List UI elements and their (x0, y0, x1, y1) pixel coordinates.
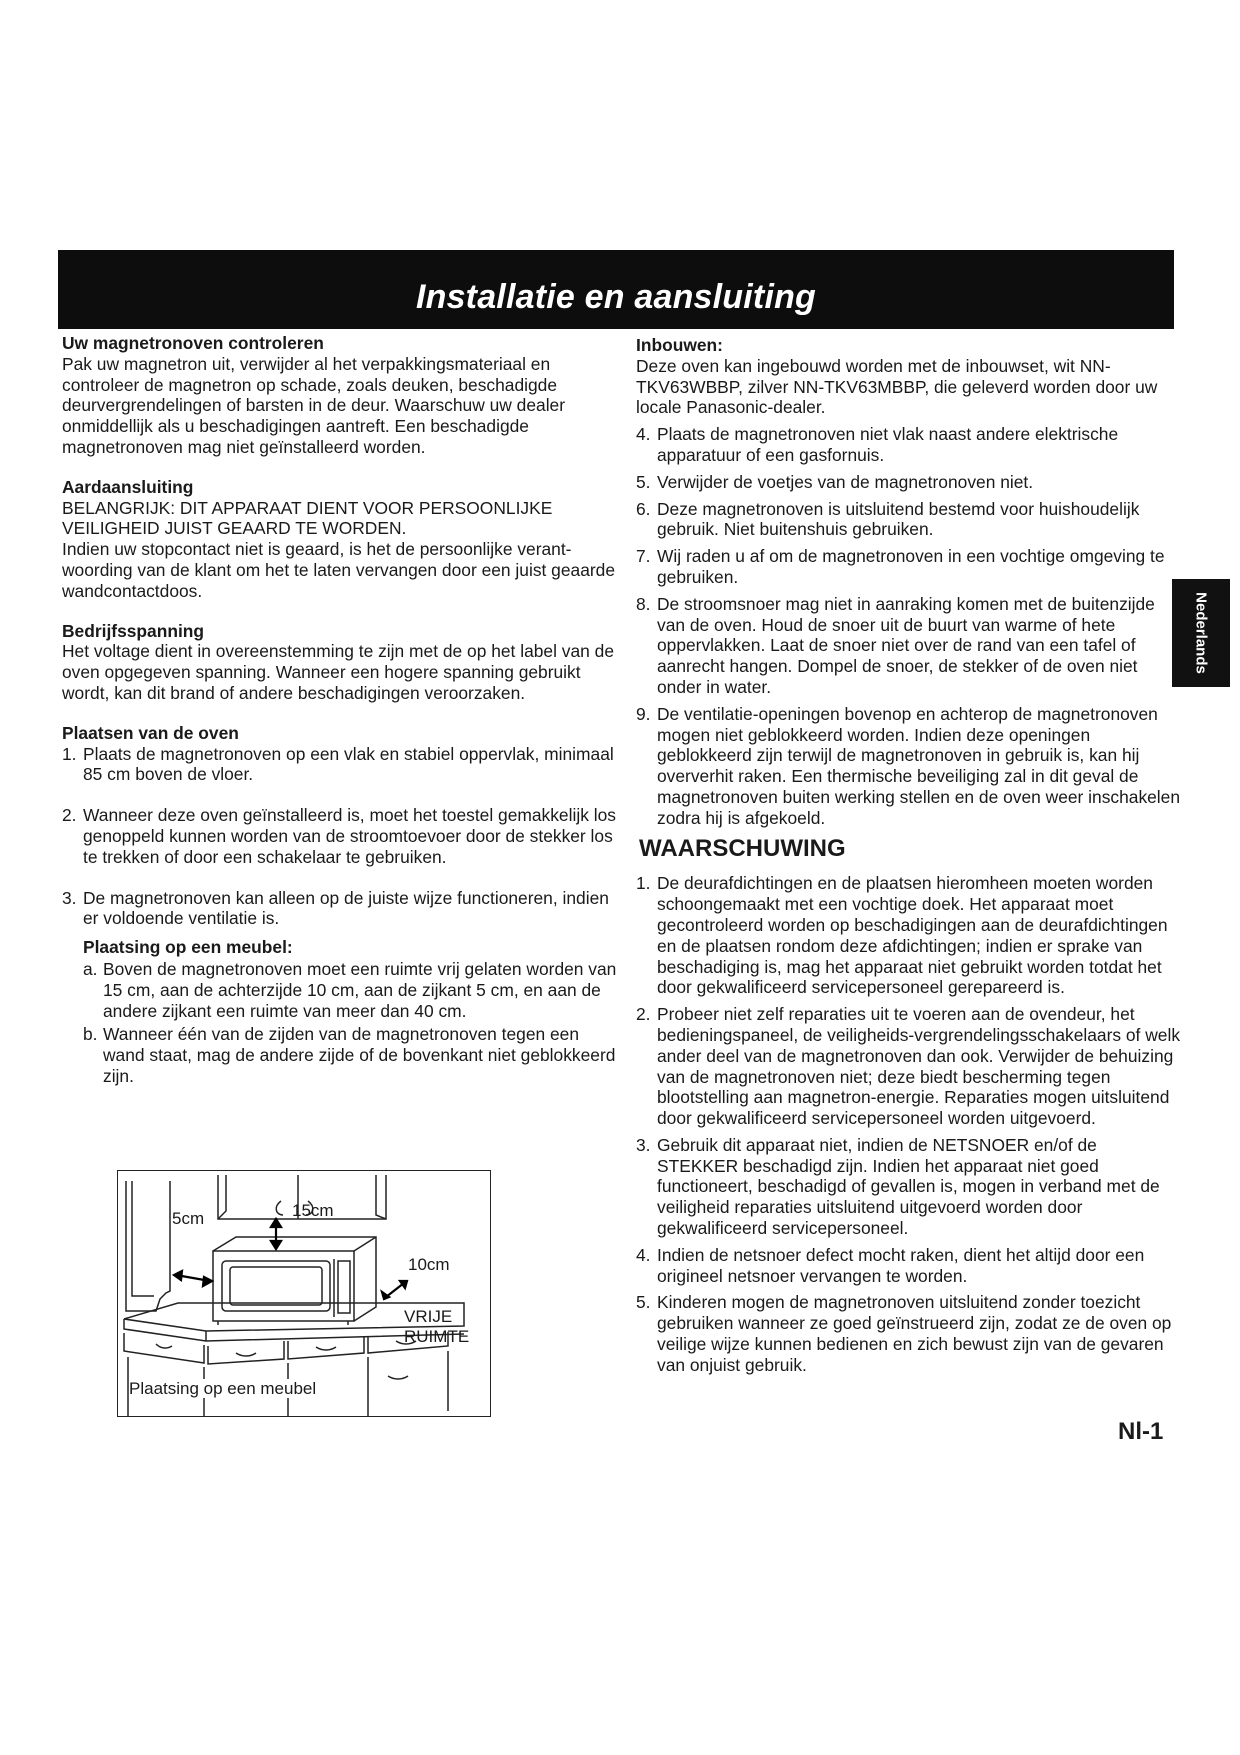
label-top-clearance: 15cm (292, 1201, 334, 1220)
item-number: 3. (636, 1134, 651, 1155)
builtin-section (636, 335, 1181, 418)
placement-heading: Plaatsen van de oven (62, 722, 239, 743)
placement-figure (117, 1170, 491, 1417)
install-list (636, 424, 1181, 828)
item-text: Wij raden u af om de magnetronoven in een vochtige omgeving te gebruiken. (657, 546, 1165, 587)
list-item (636, 499, 1181, 541)
furniture-list (83, 959, 622, 1087)
list-item (83, 959, 622, 1021)
label-free-space-2: RUIMTE (404, 1327, 470, 1346)
item-number: 5. (636, 1292, 651, 1313)
list-item (636, 594, 1181, 698)
builtin-text: Deze oven kan ingebouwd worden met de inbouwset, wit NN-TKV63WBBP, zilver NN-TKV63MBBP, die geleverd worden door uw locale Panasonic-dealer. (636, 355, 1158, 418)
item-text: Verwijder de voetjes van de magnetronoven niet. (657, 471, 1034, 492)
check-heading: Uw magnetronoven controleren (62, 333, 324, 353)
list-item (636, 1135, 1181, 1239)
item-text: Indien de netsnoer defect mocht raken, dient het altijd door een origineel netsnoer vervangen te worden. (657, 1244, 1145, 1286)
list-item (636, 546, 1181, 588)
item-number: 1. (636, 873, 651, 894)
list-item (83, 1024, 622, 1086)
builtin-heading: Inbouwen: (636, 335, 723, 355)
item-text: Plaats de magnetronoven op een vlak en stabiel oppervlak, minimaal 85 cm boven de vloer. (83, 743, 614, 785)
earth-heading: Aardaansluiting (62, 476, 194, 497)
warning-title: WAARSCHUWING (639, 834, 846, 862)
item-number: 8. (636, 593, 651, 614)
page-title: Installatie en aansluiting (415, 278, 817, 316)
voltage-heading: Bedrijfsspanning (62, 620, 205, 641)
item-text: De deurafdichtingen en de plaatsen hieromheen moeten worden schoongemaakt met een vochtige doek. Het apparaat moet gecontroleerd worden op beschadigingen aan de deurafdichtingen en de plaatsen rondom deze afdichtingen; indien er sprake van beschadiging is, mag het apparaat niet gebruikt worden totdat het door gekwalificeerd servicepersoneel gerepareerd is. (657, 873, 1168, 998)
item-letter: b. (83, 1024, 98, 1045)
item-number: 1. (62, 743, 77, 764)
voltage-text: Het voltage dient in overeenstemming te zijn met de op het label van de oven opgegeven spanning. Wanneer een hogere spanning gebruikt wordt, kan dit brand of andere beschadigingen veroorzaken. (62, 641, 614, 703)
item-letter: a. (83, 958, 98, 979)
list-item (636, 1292, 1181, 1375)
item-text: Probeer niet zelf reparaties uit te voeren aan de ovendeur, het bedieningspaneel, de veiligheids-vergrendelingsschakelaars of welk ander deel van de magnetronoven dan ook. Verwijder de behuizing van de magnetronoven niet; deze biedt bescherming tegen blootstelling aan magnetron-energie. Reparaties mogen uitsluitend door gekwalificeerd servicepersoneel worden uitgevoerd. (657, 1004, 1181, 1129)
item-text: Plaats de magnetronoven niet vlak naast andere elektrische apparatuur of een gasfornuis. (657, 424, 1119, 465)
placement-list (62, 744, 622, 930)
list-item (62, 744, 622, 786)
item-text: Boven de magnetronoven moet een ruimte vrij gelaten worden van 15 cm, aan de achterzijde 10 cm, aan de zijkant 5 cm, en aan de andere zijkant een ruimte van meer dan 40 cm. (103, 958, 617, 1021)
list-item (62, 888, 622, 930)
list-item (636, 704, 1181, 829)
item-text: De magnetronoven kan alleen op de juiste wijze functioneren, indien er voldoende ventilatie is. (83, 887, 609, 929)
item-number: 2. (636, 1004, 651, 1025)
item-number: 4. (636, 1244, 651, 1265)
list-item (636, 472, 1181, 493)
page-number: Nl-1 (1118, 1418, 1164, 1445)
right-column (636, 335, 1181, 1382)
placement-section (62, 723, 622, 1087)
list-item (636, 1245, 1181, 1287)
list-item (636, 1004, 1181, 1129)
left-column (62, 333, 622, 1106)
voltage-section (62, 621, 622, 704)
label-free-space-1: VRIJE (404, 1307, 453, 1326)
label-back-clearance: 10cm (408, 1255, 450, 1274)
left-cabinet-inner (132, 1181, 154, 1296)
earth-text: Indien uw stopcontact niet is geaard, is het de persoonlijke verant-woording van de klant om het te laten vervangen door een juist geaarde wandcontactdoos. (62, 539, 616, 601)
item-text: Gebruik dit apparaat niet, indien de NETSNOER en/of de STEKKER beschadigd zijn. Indien het apparaat niet goed functioneert, beschadigd of gevallen is, mogen in verband met de veiligheid reparaties uitsluitend uitgevoerd worden door gekwalificeerd servicepersoneel. (657, 1134, 1160, 1239)
item-text: De ventilatie-openingen bovenop en achterop de magnetronoven mogen niet geblokkeerd worden. Indien deze openingen geblokkeerd zijn terwijl de magnetronoven in gebruik is, kan hij oververhit raken. Een thermische beveiliging zal in dit geval de magnetronoven buiten werking stellen en de oven weer inschakelen zodra hij is afgekoeld. (657, 703, 1181, 828)
item-number: 2. (62, 805, 77, 826)
check-section (62, 333, 622, 458)
item-text: Deze magnetronoven is uitsluitend bestemd voor huishoudelijk gebruik. Niet buitenshuis gebruiken. (657, 498, 1140, 540)
dimension-arrows (174, 1219, 407, 1299)
item-number: 7. (636, 546, 651, 567)
item-number: 4. (636, 424, 651, 445)
furniture-heading: Plaatsing op een meubel: (83, 937, 293, 958)
item-number: 3. (62, 887, 77, 908)
item-text: Kinderen mogen de magnetronoven uitsluitend zonder toezicht gebruiken wanneer ze goed geïnstrueerd zijn, zodat ze de oven op veilige wijze kunnen bedienen en zich bewust zijn van de gevaren van onjuist gebruik. (657, 1292, 1172, 1375)
list-item (62, 805, 622, 867)
list-item (636, 424, 1181, 466)
list-item (636, 873, 1181, 998)
item-number: 6. (636, 498, 651, 519)
earth-important: BELANGRIJK: DIT APPARAAT DIENT VOOR PERSOONLIJKE VEILIGHEID JUIST GEAARD TE WORDEN. (62, 497, 553, 539)
title-banner (58, 250, 1174, 329)
item-number: 9. (636, 703, 651, 724)
earth-section (62, 477, 622, 602)
language-tab (1172, 579, 1230, 687)
figure-caption: Plaatsing op een meubel (129, 1379, 317, 1398)
item-text: De stroomsnoer mag niet in aanraking komen met de buitenzijde van de oven. Houd de snoer uit de buurt van warme of hete oppervlakken. Laat de snoer niet over de rand van een tafel of aanrecht hangen. Dompel de snoer, de stekker of de oven niet onder in water. (657, 593, 1155, 697)
furniture-subsection (83, 937, 622, 1087)
check-text: Pak uw magnetron uit, verwijder al het verpakkingsmateriaal en controleer de magnetron op schade, zoals deuken, beschadigde deurvergrendelingen of barsten in de deur. Waarschuw uw dealer onmiddellijk als u beschadigingen aantreft. Een beschadigde magnetronoven mag niet geïnstalleerd worden. (62, 353, 566, 457)
language-label: Nederlands (1192, 592, 1210, 674)
item-text: Wanneer deze oven geïnstalleerd is, moet het toestel gemakkelijk los genoppeld kunnen worden van de stroomtoevoer door de stekker los te trekken of door een schakelaar te gebruiken. (83, 805, 616, 867)
item-number: 5. (636, 471, 651, 492)
warning-list (636, 873, 1181, 1375)
label-side-clearance: 5cm (172, 1209, 205, 1228)
item-text: Wanneer één van de zijden van de magnetronoven tegen een wand staat, mag de andere zijde of de bovenkant niet geblokkeerd zijn. (103, 1024, 616, 1086)
